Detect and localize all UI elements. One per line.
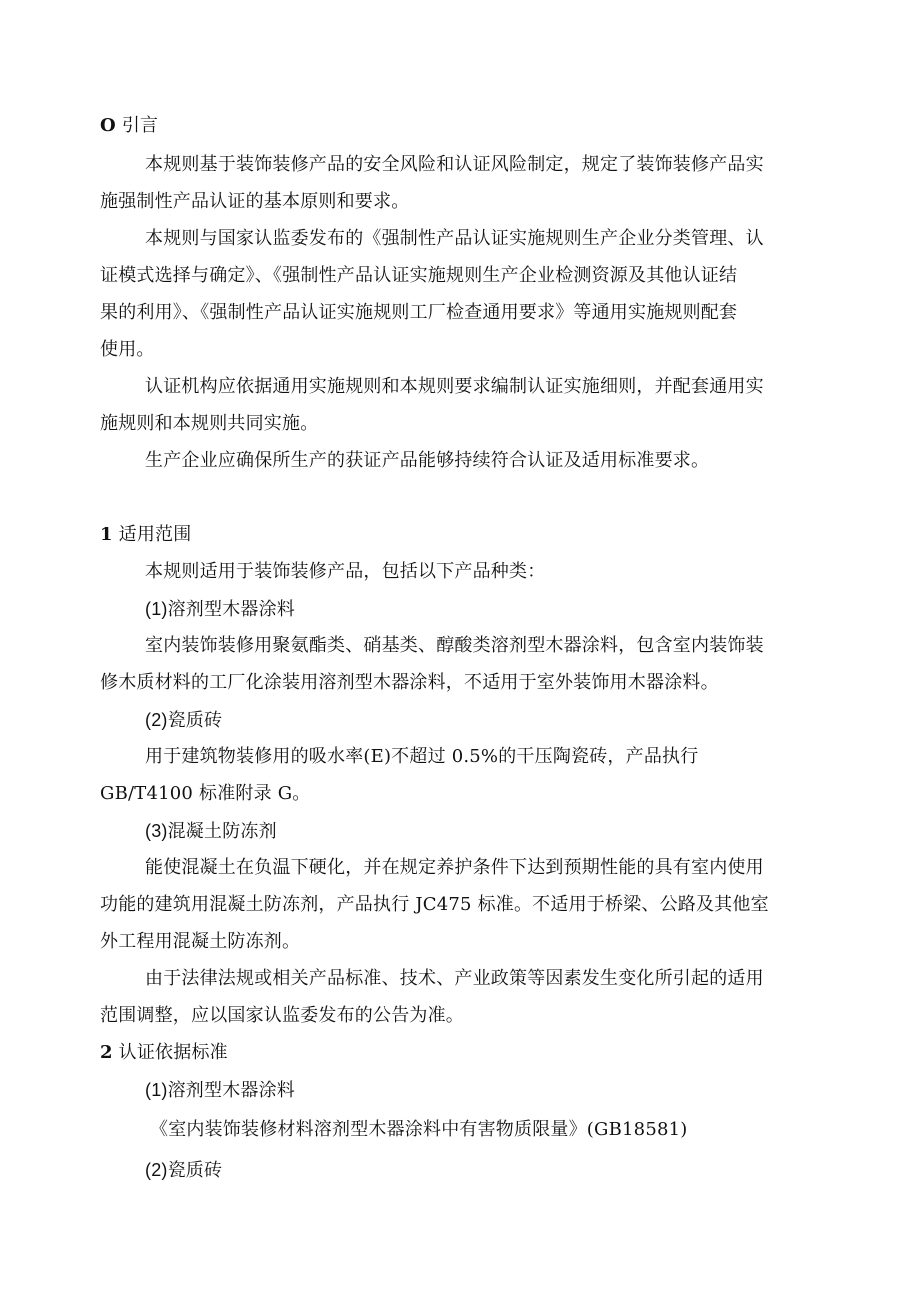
intro-paragraph-3-line-1: 认证机构应依据通用实施规则和本规则要求编制认证实施细则，并配套通用实 <box>145 376 764 397</box>
scope-last-paragraph-line-1: 由于法律法规或相关产品标准、技术、产业政策等因素发生变化所引起的适用 <box>145 968 764 989</box>
intro-paragraph-2-line-1: 本规则与国家认监委发布的《强制性产品认证实施规则生产企业分类管理、认 <box>145 228 764 249</box>
intro-paragraph-1-line-2: 施强制性产品认证的基本原则和要求。 <box>100 191 410 212</box>
scope-item-2-text-line-2: GB/T4100 标准附录 G。 <box>100 783 311 804</box>
section-scope-number: 1 <box>100 524 113 545</box>
scope-item-3-title: (3)混凝土防冻剂 <box>145 821 277 841</box>
scope-item-3-text-line-1: 能使混凝土在负温下硬化，并在规定养护条件下达到预期性能的具有室内使用 <box>145 857 764 878</box>
section-basis-number: 2 <box>100 1042 113 1063</box>
scope-item-3-text-line-2: 功能的建筑用混凝土防冻剂，产品执行 JC475 标准。不适用于桥梁、公路及其他室 <box>100 894 769 915</box>
section-intro-title: 引言 <box>121 115 159 136</box>
section-scope-heading <box>100 523 191 547</box>
scope-item-2-title: (2)瓷质砖 <box>145 710 223 730</box>
intro-paragraph-2-line-3: 果的利用》、《强制性产品认证实施规则工厂检查通用要求》等通用实施规则配套 <box>100 302 738 323</box>
scope-paragraph-1: 本规则适用于装饰装修产品，包括以下产品种类： <box>145 561 546 582</box>
intro-paragraph-4-line-1: 生产企业应确保所生产的获证产品能够持续符合认证及适用标准要求。 <box>145 450 710 471</box>
intro-paragraph-2-line-2: 证模式选择与确定》、《强制性产品认证实施规则生产企业检测资源及其他认证结 <box>100 265 738 286</box>
section-basis-heading <box>100 1041 228 1065</box>
scope-last-paragraph-line-2: 范围调整，应以国家认监委发布的公告为准。 <box>100 1005 464 1026</box>
section-scope-title: 适用范围 <box>118 524 192 545</box>
intro-paragraph-1-line-1: 本规则基于装饰装修产品的安全风险和认证风险制定，规定了装饰装修产品实 <box>145 154 764 175</box>
basis-item-2-title: (2)瓷质砖 <box>145 1160 223 1180</box>
section-basis-title: 认证依据标准 <box>118 1042 228 1063</box>
scope-item-1-title: (1)溶剂型木器涂料 <box>145 599 295 619</box>
scope-item-1-text-line-2: 修木质材料的工厂化涂装用溶剂型木器涂料，不适用于室外装饰用木器涂料。 <box>100 672 719 693</box>
scope-item-2-text-line-1: 用于建筑物装修用的吸水率(E)不超过 0.5%的干压陶瓷砖，产品执行 <box>145 746 699 767</box>
section-intro-number: O <box>100 115 116 136</box>
scope-item-1-text-line-1: 室内装饰装修用聚氨酯类、硝基类、醇酸类溶剂型木器涂料，包含室内装饰装 <box>145 635 764 656</box>
intro-paragraph-3-line-2: 施规则和本规则共同实施。 <box>100 413 319 434</box>
section-intro-heading <box>100 114 158 138</box>
scope-item-3-text-line-3: 外工程用混凝土防冻剂。 <box>100 931 301 952</box>
intro-paragraph-2-line-4: 使用。 <box>100 339 155 360</box>
basis-item-1-title: (1)溶剂型木器涂料 <box>145 1080 295 1100</box>
basis-item-1-text: 《室内装饰装修材料溶剂型木器涂料中有害物质限量》(GB18581) <box>150 1119 688 1140</box>
